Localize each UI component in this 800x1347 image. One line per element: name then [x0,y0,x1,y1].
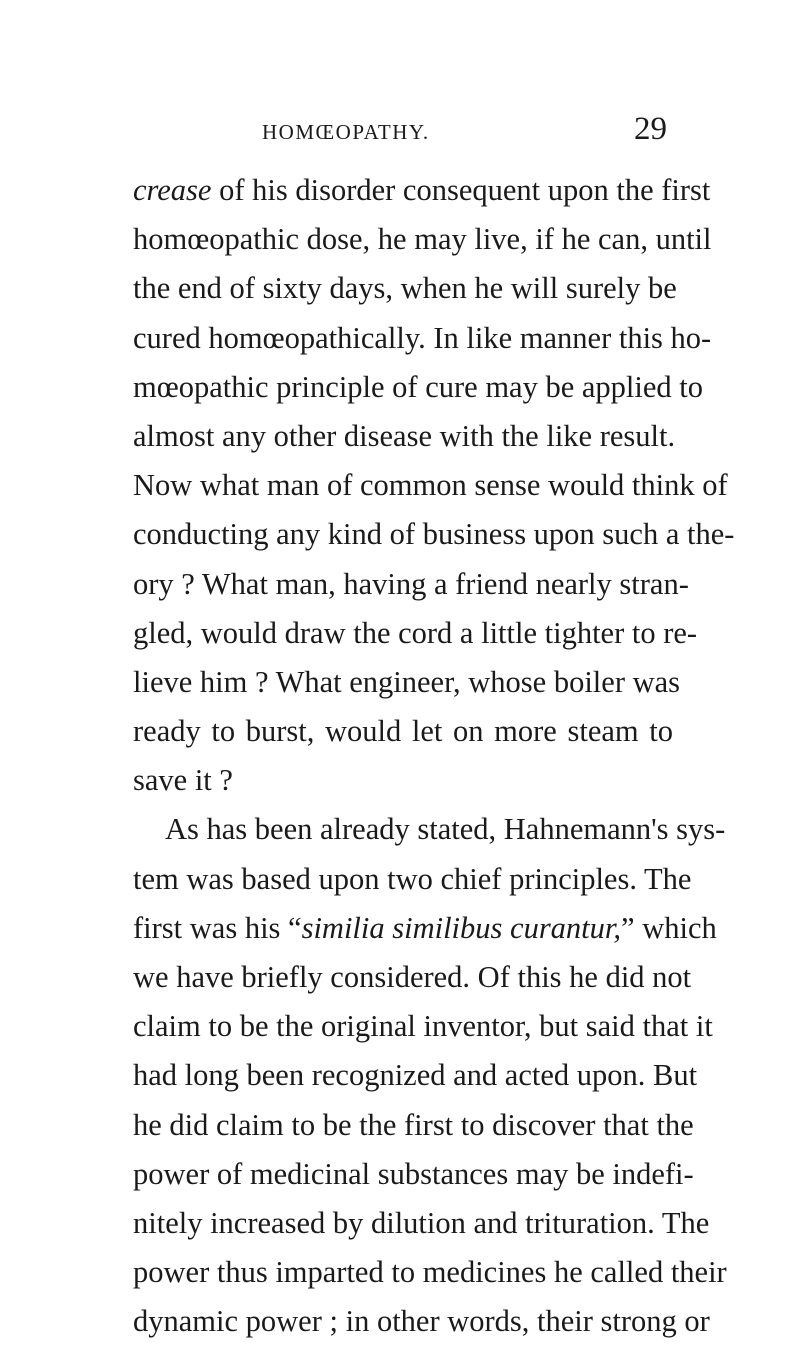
text-line: cured homœopathically. In like manner this ho- [133,320,712,355]
text-line: homœopathic dose, he may live, if he can, until [133,222,712,257]
text-line: we have briefly considered. Of this he did not [133,960,692,994]
text-line [133,166,711,215]
text-line: the end of sixty days, when he will surely be [133,271,677,306]
text-line: ory ? What man, having a friend nearly stran- [133,566,689,601]
text-span: of his disorder consequent upon the first [211,173,711,207]
paragraph-end-line: save it ? [133,763,233,798]
running-header [0,112,800,152]
paragraph-start-line: As has been already stated, Hahnemann's sys- [165,812,726,847]
text-line: ready to burst, would let on more steam to [133,714,673,749]
body-text [133,166,735,1347]
page-number: 29 [634,111,667,147]
text-line: had long been recognized and acted upon. But [133,1058,698,1093]
text-line: tem was based upon two chief principles. The [133,861,692,896]
text-line: lieve him ? What engineer, whose boiler was [133,664,681,699]
text-line: dynamic power ; in other words, their strong or [133,1304,710,1339]
text-line: gled, would draw the cord a little tighter to re- [133,615,698,650]
text-line: Now what man of common sense would think of [133,468,728,503]
text-span: first was his “ [133,910,302,945]
text-line: mœopathic principle of cure may be applied to [133,369,703,404]
text-line: power thus imparted to medicines he called their [133,1255,727,1290]
text-line [133,904,717,953]
text-line: claim to be the original inventor, but said that it [133,1009,713,1044]
text-span: ” which [621,910,717,945]
text-line: nitely increased by dilution and trituration. The [133,1205,710,1240]
text-line: conducting any kind of business upon such a the- [133,517,735,552]
text-line: power of medicinal substances may be indefi- [133,1156,694,1191]
text-line: almost any other disease with the like result. [133,418,676,453]
text-line: he did claim to be the first to discover that the [133,1107,694,1142]
running-title: HOMŒOPATHY. [262,120,430,144]
latin-phrase: similia similibus curantur, [301,910,622,945]
italic-word: crease [133,173,212,207]
